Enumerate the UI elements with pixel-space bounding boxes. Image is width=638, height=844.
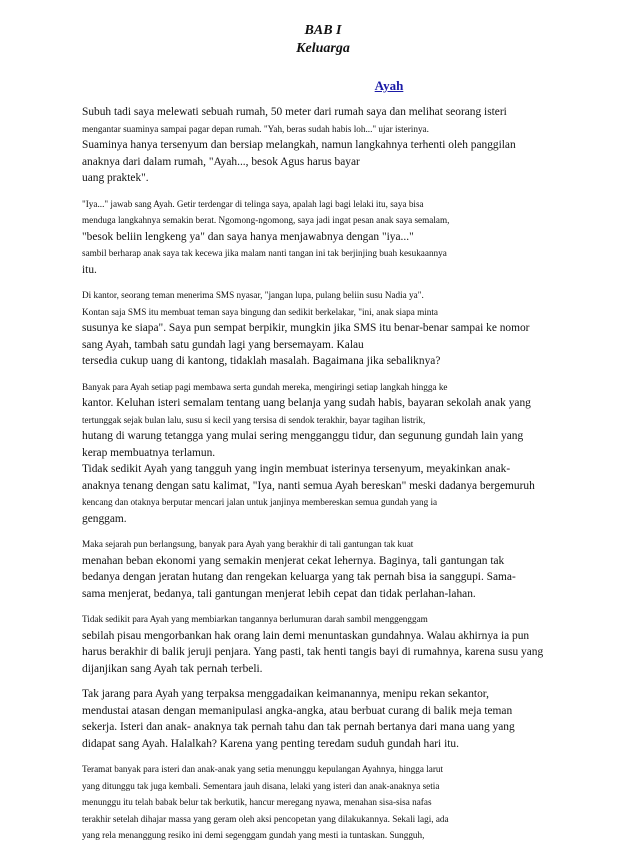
paragraph-line: mendustai atasan dengan memanipulasi angka-angka, atau berbuat curang di balik meja teman [82, 704, 513, 717]
paragraph-line: Di kantor, seorang teman menerima SMS nyasar, "jangan lupa, pulang beliin susu Nadia ya". [82, 290, 424, 300]
paragraph-line: sekerja. Isteri dan anak- anaknya tak pernah tahu dan tak pernah bertanya dari mana uang yang [82, 721, 515, 733]
paragraph-line: yang ditunggu tak juga kembali. Sementara jauh disana, lelaki yang isteri dan anak-anaknya setia [82, 780, 440, 791]
paragraph-line: itu. [82, 263, 97, 276]
paragraph-line: dijanjikan sang Ayah tak pernah terbeli. [82, 662, 263, 675]
paragraph-line: Maka sejarah pun berlangsung, banyak para Ayah yang berakhir di tali gantungan tak kuat [82, 539, 414, 549]
paragraph-line: Teramat banyak para isteri dan anak-anak yang setia menunggu kepulangan Ayahnya, hingga larut [82, 764, 444, 774]
paragraph-line: hutang di warung tetangga yang mulai sering mengganggu tidur, dan segunung gundah lain yang [82, 430, 524, 442]
paragraph-gap [82, 187, 562, 196]
paragraph-line: sama menjerat, bedanya, tali gantungan menjerat lebih cepat dan tidak perlahan-lahan. [82, 587, 476, 600]
paragraph-line: menahan beban ekonomi yang semakin menjerat cekat lehernya. Baginya, tali gantungan tak [82, 554, 505, 567]
paragraph [82, 536, 562, 602]
paragraph-gap [82, 752, 562, 761]
paragraph-line: Suaminya hanya tersenyum dan bersiap melangkah, namun langkahnya terhenti oleh panggilan [82, 139, 516, 151]
paragraph-gap [82, 527, 562, 536]
paragraph-line: Subuh tadi saya melewati sebuah rumah, 50 meter dari rumah saya dan melihat seorang isteri [82, 106, 507, 118]
paragraph-gap [82, 278, 562, 287]
chapter-heading: BAB I [304, 23, 342, 38]
paragraph-line: bedanya dengan jeratan hutang dan rengekan keluarga yang tak pernah bisa ia sanggupi. Sama- [82, 571, 516, 583]
paragraph-line: sebilah pisau mengorbankan hak orang lain demi menuntaskan gundahnya. Walau akhirnya ia pun [82, 629, 530, 642]
paragraph-line: menunggu itu telah babak belur tak berkutik, hancur meregang nyawa, menahan sisa-sisa nafas [82, 797, 432, 807]
paragraph-line: "Iya..." jawab sang Ayah. Getir terdengar di telinga saya, apalah lagi bagi lelaki itu, saya bisa [82, 198, 424, 209]
paragraph-line: kencang dan otaknya berputar mencari jalan untuk janjinya membereskan semua gundah yang ia [82, 497, 438, 507]
paragraph-gap [82, 677, 562, 686]
paragraph-line: didapat sang Ayah. Halalkah? Karena yang penting teredam suduh gundah hari itu. [82, 737, 459, 750]
paragraph [82, 287, 562, 370]
paragraph-line: sang Ayah, tambah satu gundah lagi yang bersemayam. Kalau [82, 338, 364, 351]
paragraph-line: Tak jarang para Ayah yang terpaksa menggadaikan keimanannya, menipu rekan sekantor, [82, 688, 489, 700]
paragraph-line: anaknya dari dalam rumah, "Ayah..., besok Agus harus bayar [82, 155, 360, 168]
paragraph-line: tersedia cukup uang di kantong, tidaklah masalah. Bagaimana jika sebaliknya? [82, 355, 441, 367]
paragraph-line: mengantar suaminya sampai pagar depan rumah. "Yah, beras sudah habis loh..." ujar isterinya. [82, 123, 429, 134]
paragraph-line: harus berakhir di balik jeruji penjara. Yang pasti, tak henti tangis bayi di rumahnya, karena susu yang [82, 646, 544, 658]
paragraph-gap [82, 370, 562, 379]
paragraph-line: sambil berharap anak saya tak kecewa jika malam nanti tangan ini tak berjinjing buah kesukaannya [82, 248, 447, 258]
paragraph [82, 686, 562, 752]
paragraph-line: Banyak para Ayah setiap pagi membawa serta gundah mereka, mengiringi setiap langkah hingga ke [82, 381, 448, 392]
section-title-link[interactable]: Ayah [374, 78, 404, 93]
paragraph-line: Tidak sedikit Ayah yang tangguh yang ingin membuat isterinya tersenyum, meyakinkan anak- [82, 463, 511, 475]
paragraph-line: terakhir setelah dihajar massa yang geram oleh aksi pencopetan yang dilakukannya. Sekali lagi, ada [82, 813, 449, 824]
paragraph-line: Kontan saja SMS itu membuat teman saya bingung dan sedikit berkelakar, "ini, anak siapa minta [82, 306, 438, 317]
paragraph-line: anaknya tenang dengan satu kalimat, "Iya, nanti semua Ayah bereskan" meski dadanya bergemuruh [82, 479, 535, 492]
paragraph [82, 761, 562, 844]
paragraph [82, 196, 562, 279]
document-body [82, 104, 562, 844]
paragraph [82, 104, 562, 187]
paragraph [82, 379, 562, 528]
paragraph-line: "besok beliin lengkeng ya" dan saya hanya menjawabnya dengan "iya..." [82, 230, 414, 243]
paragraph-line: uang praktek". [82, 172, 149, 184]
paragraph-line: susunya ke siapa". Saya pun sempat berpikir, mungkin jika SMS itu benar-benar sampai ke nomor [82, 322, 530, 334]
paragraph-line: kerap membuatnya terlamun. [82, 446, 216, 459]
paragraph-gap [82, 602, 562, 611]
paragraph-line: Tidak sedikit para Ayah yang membiarkan tangannya berlumuran darah sambil menggenggam [82, 614, 428, 624]
paragraph-line: kantor. Keluhan isteri semalam tentang uang belanja yang sudah habis, bayaran sekolah anak yang [82, 397, 531, 409]
paragraph-line: genggam. [82, 512, 127, 525]
paragraph [82, 611, 562, 677]
paragraph-line: tertunggak sejak bulan lalu, susu si kecil yang tersisa di sendok terakhir, bayar tagihan listrik, [82, 414, 426, 425]
paragraph-line: yang rela menanggung resiko ini demi segenggam gundah yang mesti ia tuntaskan. Sungguh, [82, 830, 425, 840]
chapter-subtitle: Keluarga [296, 41, 350, 56]
paragraph-line: menduga langkahnya semakin berat. Ngomong-ngomong, saya jadi ingat pesan anak saya semalam, [82, 215, 450, 225]
